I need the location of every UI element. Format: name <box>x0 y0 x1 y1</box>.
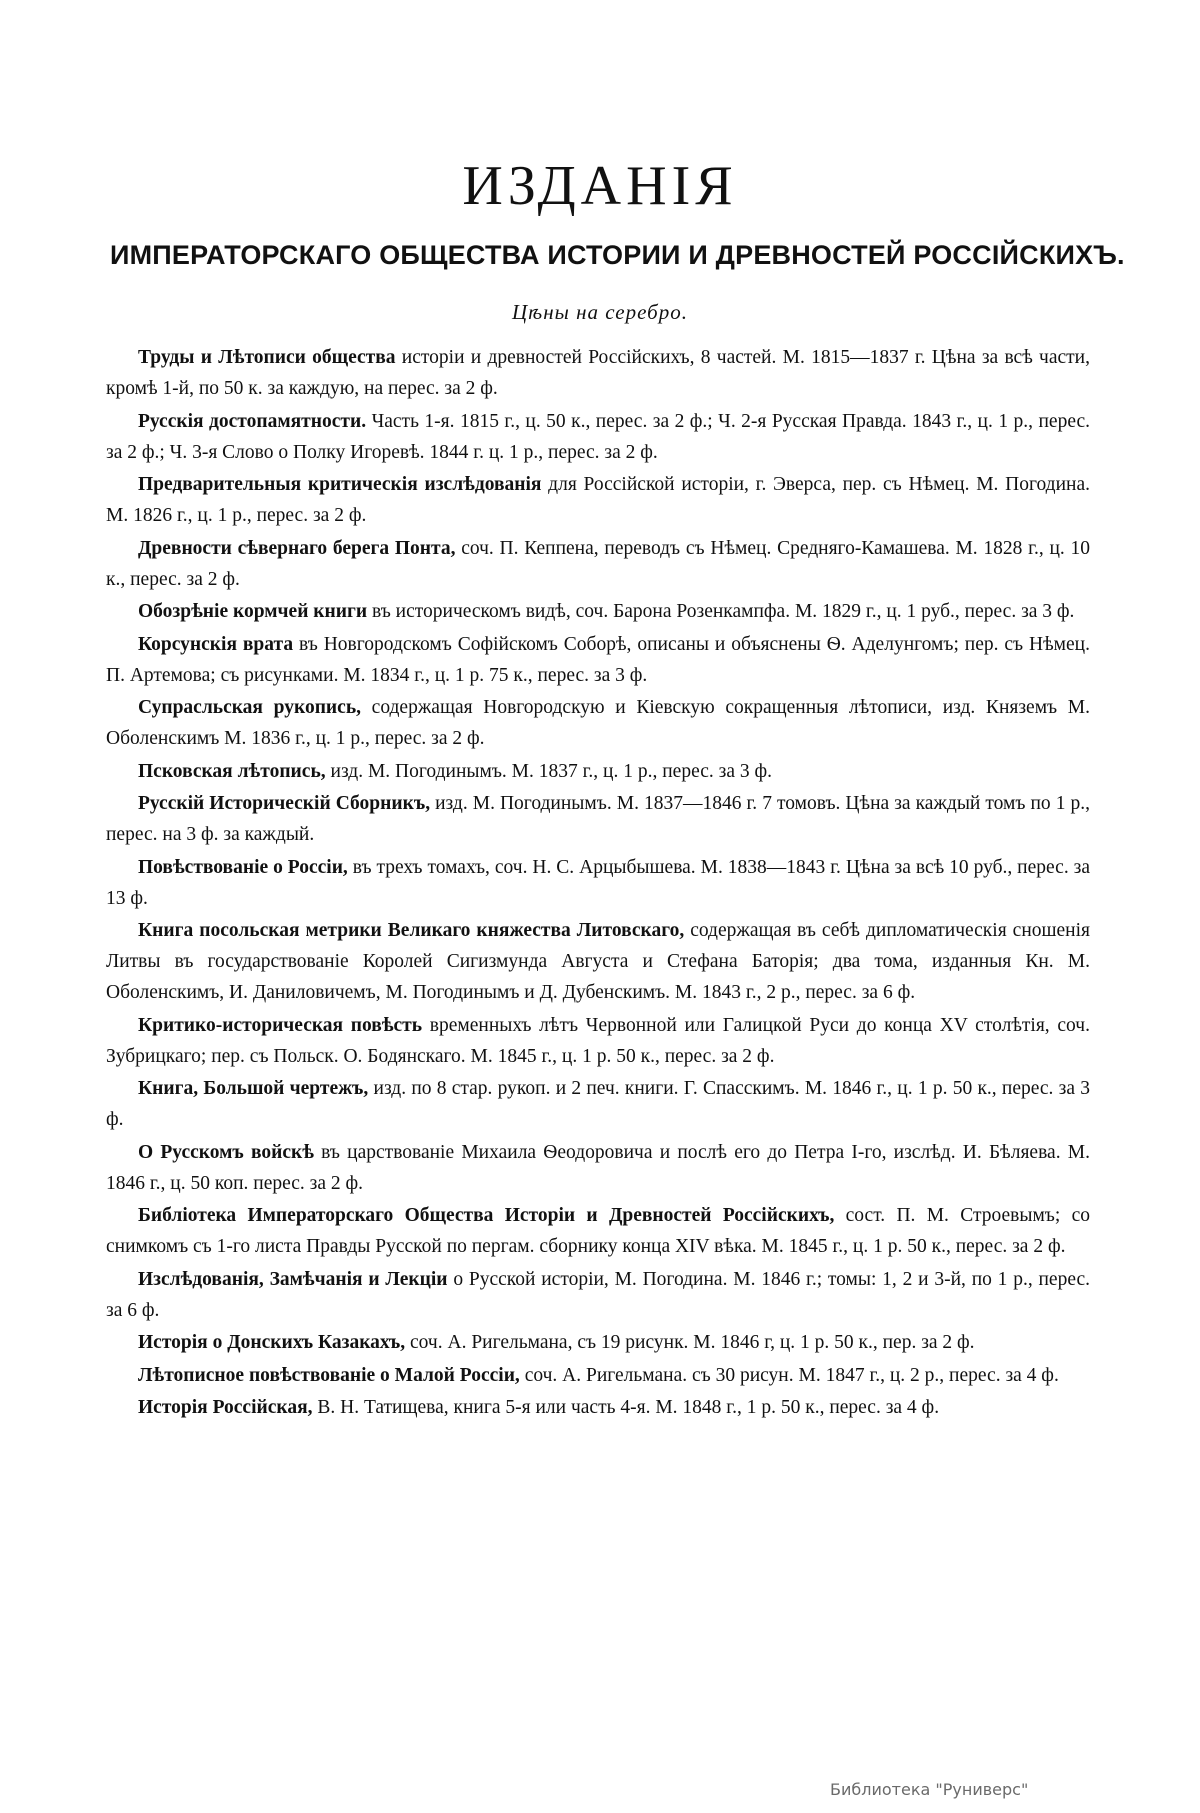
entry-details: изд. М. Погодинымъ. М. 1837 г., ц. 1 р., перес. за 3 ф. <box>325 760 772 782</box>
list-item <box>106 852 1090 914</box>
entry-title: Русскій Историческій Сборникъ, <box>138 793 431 814</box>
list-item <box>106 788 1090 850</box>
entry-title: Исторія Россійская, <box>138 1397 313 1418</box>
entry-title: О Русскомъ войскѣ <box>138 1141 314 1163</box>
list-item <box>106 469 1090 531</box>
list-item <box>106 1073 1090 1135</box>
entry-details: соч. П. Кеппена, переводъ съ Нѣмец. Средняго-Камашева. М. 1828 г., ц. 10 к., перес. за 2 ф. <box>106 537 1090 590</box>
entry-title: Труды и Лѣтописи общества <box>138 347 396 368</box>
list-item <box>106 1327 1090 1358</box>
entry-details: въ трехъ томахъ, соч. Н. С. Арцыбышева. М. 1838—1843 г. Цѣна за всѣ 10 руб., перес. за 13 ф. <box>106 856 1090 909</box>
list-item <box>106 692 1090 754</box>
entry-details: содержащая въ себѣ дипломатическія сношенія Литвы въ государствованіе Королей Сигизмунда Августа и Стефана Баторія; два тома, изданныя Кн. М. Оболенскимъ, И. Даниловичемъ, М. Погодинымъ и Д. Дубенскимъ. М. 1843 г., 2 р., перес. за 6 ф. <box>106 920 1090 1003</box>
entry-details: В. Н. Татищева, книга 5-я или часть 4-я. М. 1848 г., 1 р. 50 к., перес. за 4 ф. <box>312 1397 940 1418</box>
entry-details: сост. П. М. Строевымъ; со снимкомъ съ 1-го листа Правды Русской по пергам. сборнику конца XIV вѣка. М. 1845 г., ц. 1 р. 50 к., перес. за 2 ф. <box>106 1205 1091 1257</box>
entry-details: о Русской исторіи, М. Погодина. М. 1846 г.; томы: 1, 2 и 3-й, по 1 р., перес. за 6 ф. <box>106 1268 1090 1321</box>
publication-list <box>106 342 1090 1425</box>
entry-title: Исторія о Донскихъ Казакахъ, <box>138 1332 406 1353</box>
entry-details: содержащая Новгородскую и Кіевскую сокращенныя лѣтописи, изд. Княземъ М. Оболенскимъ М. 1836 г., ц. 1 р., перес. за 2 ф. <box>106 697 1090 749</box>
entry-title: Корсунскія врата <box>138 633 294 655</box>
entry-title: Библіотека Императорскаго Общества Исторіи и Древностей Россійскихъ, <box>138 1205 835 1226</box>
entry-title: Предварительныя критическія изслѣдованія <box>138 474 542 495</box>
list-item <box>106 406 1090 468</box>
entry-details: соч. А. Ригельмана. съ 30 рисун. М. 1847 г., ц. 2 р., перес. за 4 ф. <box>519 1364 1059 1386</box>
list-item <box>106 1010 1090 1072</box>
entry-title: Книга, Большой чертежъ, <box>138 1078 369 1099</box>
entry-details: временныхъ лѣтъ Червонной или Галицкой Руси до конца XV столѣтія, соч. Зубрицкаго; пер. съ Польск. О. Бодянскаго. М. 1845 г., ц. 1 р. 50 к., перес. за 2 ф. <box>106 1014 1090 1067</box>
entry-title: Псковская лѣтопись, <box>138 760 326 782</box>
entry-title: Обозрѣніе кормчей книги <box>138 601 368 622</box>
list-item <box>106 1137 1090 1199</box>
list-item <box>106 596 1090 627</box>
entry-title: Древности сѣвернаго берега Понта, <box>138 537 456 559</box>
entry-details: въ царствованіе Михаила Ѳеодоровича и послѣ его до Петра I-го, изслѣд. И. Бѣляева. М. 1846 г., ц. 50 коп. перес. за 2 ф. <box>106 1141 1090 1194</box>
entry-details: соч. А. Ригельмана, съ 19 рисунк. М. 1846 г, ц. 1 р. 50 к., пер. за 2 ф. <box>405 1332 975 1353</box>
entry-details: для Россійской исторіи, г. Эверса, пер. съ Нѣмец. М. Погодина. М. 1826 г., ц. 1 р., перес. за 2 ф. <box>106 474 1090 526</box>
entry-details: въ историческомъ видѣ, соч. Барона Розенкампфа. М. 1829 г., ц. 1 руб., перес. за 3 ф. <box>367 601 1075 622</box>
entry-title: Супрасльская рукопись, <box>138 697 362 718</box>
library-watermark: Библиотека "Руниверс" <box>830 1780 1029 1799</box>
list-item <box>106 533 1090 595</box>
entry-details: изд. М. Погодинымъ. М. 1837—1846 г. 7 томовъ. Цѣна за каждый томъ по 1 р., перес. на 3 ф. за каждый. <box>106 793 1090 845</box>
list-item <box>106 1200 1090 1262</box>
entry-title: Лѣтописное повѣствованіе о Малой Россіи, <box>138 1364 520 1386</box>
publisher-heading: ИМПЕРАТОРСКАГО ОБЩЕСТВА ИСТОРИИ И ДРЕВНОСТЕЙ РОССІЙСКИХЪ. <box>110 240 1125 270</box>
entry-title: Критико-историческая повѣсть <box>138 1014 423 1036</box>
entry-title: Изслѣдованія, Замѣчанія и Лекціи <box>138 1268 448 1290</box>
list-item <box>106 1360 1090 1391</box>
entry-details: въ Новгородскомъ Софійскомъ Соборѣ, описаны и объяснены Ѳ. Аделунгомъ; пер. съ Нѣмец. П. Артемова; съ рисунками. М. 1834 г., ц. 1 р. 75 к., перес. за 3 ф. <box>106 633 1090 686</box>
entry-title: Повѣствованіе о Россіи, <box>138 856 348 878</box>
list-item <box>106 756 1090 787</box>
list-item <box>106 1264 1090 1326</box>
list-item <box>106 915 1090 1008</box>
list-item <box>106 629 1090 691</box>
page-title: ИЗДАНІЯ <box>462 155 738 217</box>
list-item <box>106 342 1090 404</box>
entry-details: исторіи и древностей Россійскихъ, 8 частей. М. 1815—1837 г. Цѣна за всѣ части, кромѣ 1-й, по 50 к. за каждую, на перес. за 2 ф. <box>106 347 1090 399</box>
prices-note: Цѣны на серебро. <box>512 300 688 324</box>
entry-details: Часть 1-я. 1815 г., ц. 50 к., перес. за 2 ф.; Ч. 2-я Русская Правда. 1843 г., ц. 1 р., перес. за 2 ф.; Ч. 3-я Слово о Полку Игоревѣ. 1844 г. ц. 1 р., перес. за 2 ф. <box>106 410 1090 463</box>
entry-details: изд. по 8 стар. рукоп. и 2 печ. книги. Г. Спасскимъ. М. 1846 г., ц. 1 р. 50 к., перес. за 3 ф. <box>106 1078 1091 1130</box>
entry-title: Книга посольская метрики Великаго княжества Литовскаго, <box>138 920 685 941</box>
entry-title: Русскія достопамятности. <box>138 410 367 432</box>
list-item <box>106 1392 1090 1423</box>
